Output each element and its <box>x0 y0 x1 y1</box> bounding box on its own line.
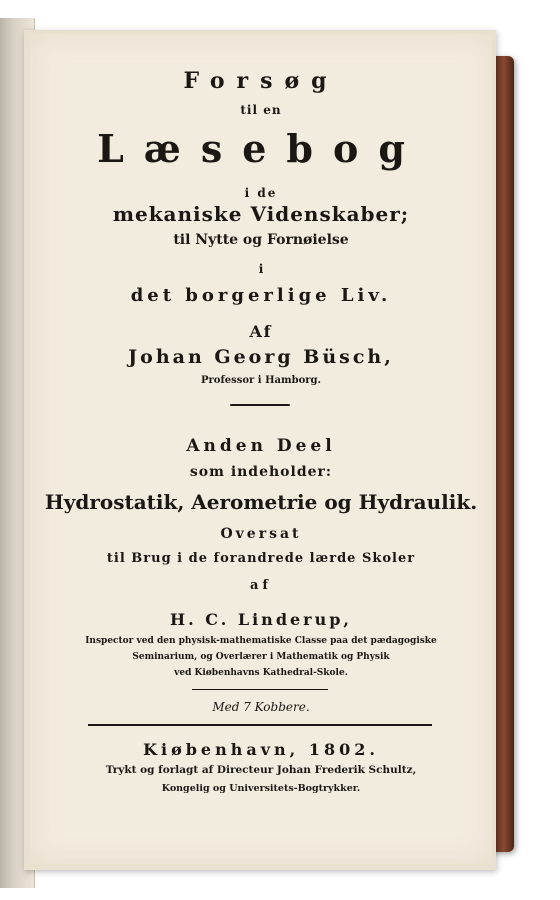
title-line-7: i <box>258 262 264 276</box>
title-line-8: det borgerlige Liv. <box>130 285 392 306</box>
translated-line: Oversat <box>220 526 302 542</box>
author-title: Professor i Hamborg. <box>201 375 321 386</box>
title-line-5: mekaniske Videnskaber; <box>112 202 410 226</box>
translator-info-3: ved Kiøbenhavns Kathedral-Skole. <box>174 668 348 678</box>
ornament-divider <box>230 404 290 406</box>
printer-line-1: Trykt og forlagt af Directeur Johan Frederik Schultz, <box>105 764 417 776</box>
title-line-1: Forsøg <box>183 68 339 94</box>
author-name: Johan Georg Büsch, <box>128 346 394 368</box>
translator-name: H. C. Linderup, <box>170 610 352 629</box>
translator-info-1: Inspector ved den physisk-mathematiske Classe paa det pædagogiske <box>85 636 437 646</box>
printer-line-2: Kongelig og Universitets-Bogtrykker. <box>161 783 361 794</box>
title-line-6: til Nytte og Fornøielse <box>173 232 349 248</box>
contains-line: som indeholder: <box>189 464 333 480</box>
translated-for-line: til Brug i de forandrede lærde Skoler <box>106 551 416 566</box>
translator-info-2: Seminarium, og Overlærer i Mathematik og Physik <box>132 652 390 662</box>
by-line: af <box>249 578 272 593</box>
title-line-2: til en <box>240 103 282 117</box>
place-year: Kiøbenhavn, 1802. <box>143 740 379 759</box>
part-heading: Anden Deel <box>186 436 336 456</box>
double-rule <box>88 724 432 726</box>
plates-note: Med 7 Kobbere. <box>212 700 310 714</box>
subjects-line: Hydrostatik, Aerometrie og Hydraulik. <box>44 490 478 514</box>
title-line-4: i de <box>244 186 278 200</box>
divider-rule <box>192 689 328 690</box>
main-title: Læsebog <box>97 126 425 171</box>
author-prefix: Af <box>249 322 273 341</box>
